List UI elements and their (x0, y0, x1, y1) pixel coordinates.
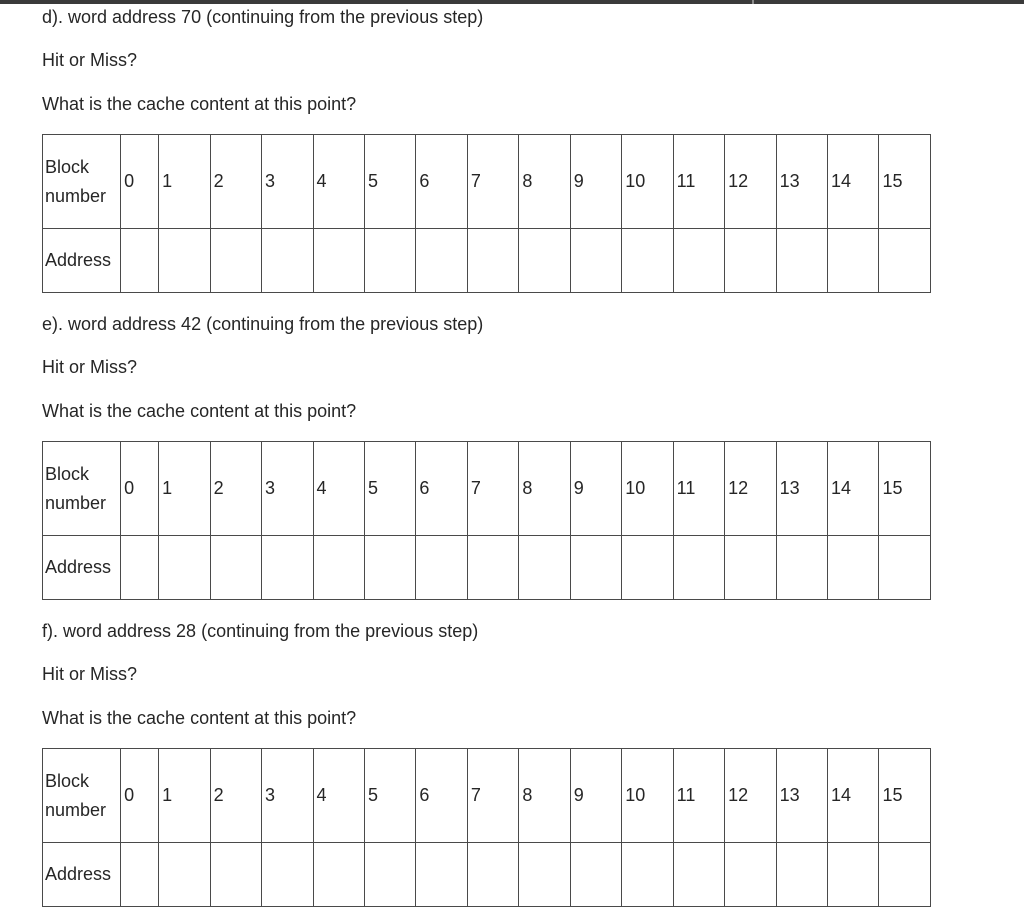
block-number-cell: 2 (210, 749, 261, 843)
section-f-content-prompt: What is the cache content at this point? (42, 708, 357, 728)
section-d-content-prompt: What is the cache content at this point? (42, 94, 357, 114)
address-cell[interactable] (364, 229, 415, 293)
section-e-heading: e). word address 42 (continuing from the previous step) (42, 314, 484, 334)
section-e-hit-prompt: Hit or Miss? (42, 357, 138, 377)
address-cell[interactable] (776, 229, 827, 293)
block-number-cell: 14 (828, 749, 879, 843)
address-cell[interactable] (313, 229, 364, 293)
block-number-cell: 2 (210, 135, 261, 229)
address-row (43, 843, 931, 907)
block-number-cell: 3 (262, 135, 313, 229)
block-number-cell: 10 (622, 749, 673, 843)
address-cell[interactable] (725, 229, 776, 293)
address-cell[interactable] (210, 536, 261, 600)
address-cell[interactable] (262, 843, 313, 907)
address-cell[interactable] (416, 843, 467, 907)
section-f-cache-table (42, 748, 931, 907)
section-d-hit-prompt: Hit or Miss? (42, 50, 138, 70)
section-f-hit-prompt: Hit or Miss? (42, 664, 138, 684)
address-cell[interactable] (828, 536, 879, 600)
block-number-cell: 15 (879, 135, 931, 229)
address-cell[interactable] (570, 843, 621, 907)
block-number-cell: 7 (467, 749, 518, 843)
section-d-heading: d). word address 70 (continuing from the previous step) (42, 7, 484, 27)
address-label: Address (43, 536, 121, 600)
address-cell[interactable] (828, 229, 879, 293)
address-cell[interactable] (673, 843, 724, 907)
block-number-cell: 4 (313, 749, 364, 843)
address-cell[interactable] (622, 229, 673, 293)
address-cell[interactable] (121, 843, 159, 907)
block-number-cell: 0 (121, 442, 159, 536)
block-number-cell: 7 (467, 135, 518, 229)
address-cell[interactable] (519, 843, 570, 907)
address-cell[interactable] (879, 843, 931, 907)
section-f-heading: f). word address 28 (continuing from the previous step) (42, 621, 479, 641)
address-cell[interactable] (364, 536, 415, 600)
block-number-cell: 6 (416, 442, 467, 536)
address-cell[interactable] (776, 536, 827, 600)
section-e-content-prompt: What is the cache content at this point? (42, 401, 357, 421)
block-number-label: Block number (43, 442, 121, 536)
address-cell[interactable] (467, 843, 518, 907)
address-cell[interactable] (519, 536, 570, 600)
address-cell[interactable] (159, 229, 210, 293)
block-number-cell: 10 (622, 442, 673, 536)
top-border-bar (0, 0, 1024, 4)
address-cell[interactable] (121, 536, 159, 600)
block-number-cell: 4 (313, 442, 364, 536)
block-number-cell: 0 (121, 749, 159, 843)
block-number-cell: 13 (776, 442, 827, 536)
block-number-cell: 14 (828, 135, 879, 229)
address-cell[interactable] (313, 843, 364, 907)
block-number-cell: 9 (570, 442, 621, 536)
address-cell[interactable] (262, 229, 313, 293)
address-cell[interactable] (673, 229, 724, 293)
address-cell[interactable] (725, 843, 776, 907)
block-number-cell: 11 (673, 135, 724, 229)
block-number-cell: 13 (776, 135, 827, 229)
block-number-cell: 12 (725, 442, 776, 536)
section-d-cache-table (42, 134, 931, 293)
address-cell[interactable] (262, 536, 313, 600)
address-row (43, 229, 931, 293)
address-cell[interactable] (210, 229, 261, 293)
address-cell[interactable] (879, 229, 931, 293)
block-number-cell: 4 (313, 135, 364, 229)
address-cell[interactable] (416, 229, 467, 293)
block-number-cell: 15 (879, 442, 931, 536)
address-label: Address (43, 843, 121, 907)
block-number-cell: 13 (776, 749, 827, 843)
block-number-cell: 9 (570, 749, 621, 843)
address-cell[interactable] (673, 536, 724, 600)
address-cell[interactable] (364, 843, 415, 907)
section-e-cache-table (42, 441, 931, 600)
block-number-cell: 6 (416, 135, 467, 229)
block-number-cell: 1 (159, 442, 210, 536)
address-cell[interactable] (467, 229, 518, 293)
block-number-cell: 8 (519, 749, 570, 843)
block-number-cell: 15 (879, 749, 931, 843)
address-cell[interactable] (313, 536, 364, 600)
block-number-cell: 12 (725, 749, 776, 843)
block-number-row (43, 442, 931, 536)
block-number-cell: 11 (673, 749, 724, 843)
block-number-cell: 12 (725, 135, 776, 229)
block-number-cell: 1 (159, 749, 210, 843)
address-cell[interactable] (776, 843, 827, 907)
address-cell[interactable] (467, 536, 518, 600)
address-cell[interactable] (159, 536, 210, 600)
block-number-cell: 9 (570, 135, 621, 229)
address-row (43, 536, 931, 600)
block-number-cell: 2 (210, 442, 261, 536)
block-number-cell: 14 (828, 442, 879, 536)
address-cell[interactable] (121, 229, 159, 293)
block-number-label: Block number (43, 135, 121, 229)
address-cell[interactable] (416, 536, 467, 600)
block-number-cell: 5 (364, 135, 415, 229)
block-number-cell: 11 (673, 442, 724, 536)
block-number-cell: 1 (159, 135, 210, 229)
address-cell[interactable] (622, 843, 673, 907)
block-number-cell: 8 (519, 135, 570, 229)
block-number-row (43, 749, 931, 843)
block-number-cell: 6 (416, 749, 467, 843)
address-cell[interactable] (725, 536, 776, 600)
block-number-cell: 8 (519, 442, 570, 536)
block-number-cell: 3 (262, 442, 313, 536)
address-cell[interactable] (570, 229, 621, 293)
block-number-row (43, 135, 931, 229)
block-number-cell: 5 (364, 442, 415, 536)
top-border-notch (752, 0, 754, 4)
address-label: Address (43, 229, 121, 293)
address-cell[interactable] (210, 843, 261, 907)
address-cell[interactable] (159, 843, 210, 907)
address-cell[interactable] (622, 536, 673, 600)
address-cell[interactable] (570, 536, 621, 600)
address-cell[interactable] (828, 843, 879, 907)
block-number-label: Block number (43, 749, 121, 843)
block-number-cell: 7 (467, 442, 518, 536)
block-number-cell: 10 (622, 135, 673, 229)
block-number-cell: 5 (364, 749, 415, 843)
block-number-cell: 3 (262, 749, 313, 843)
block-number-cell: 0 (121, 135, 159, 229)
address-cell[interactable] (519, 229, 570, 293)
address-cell[interactable] (879, 536, 931, 600)
